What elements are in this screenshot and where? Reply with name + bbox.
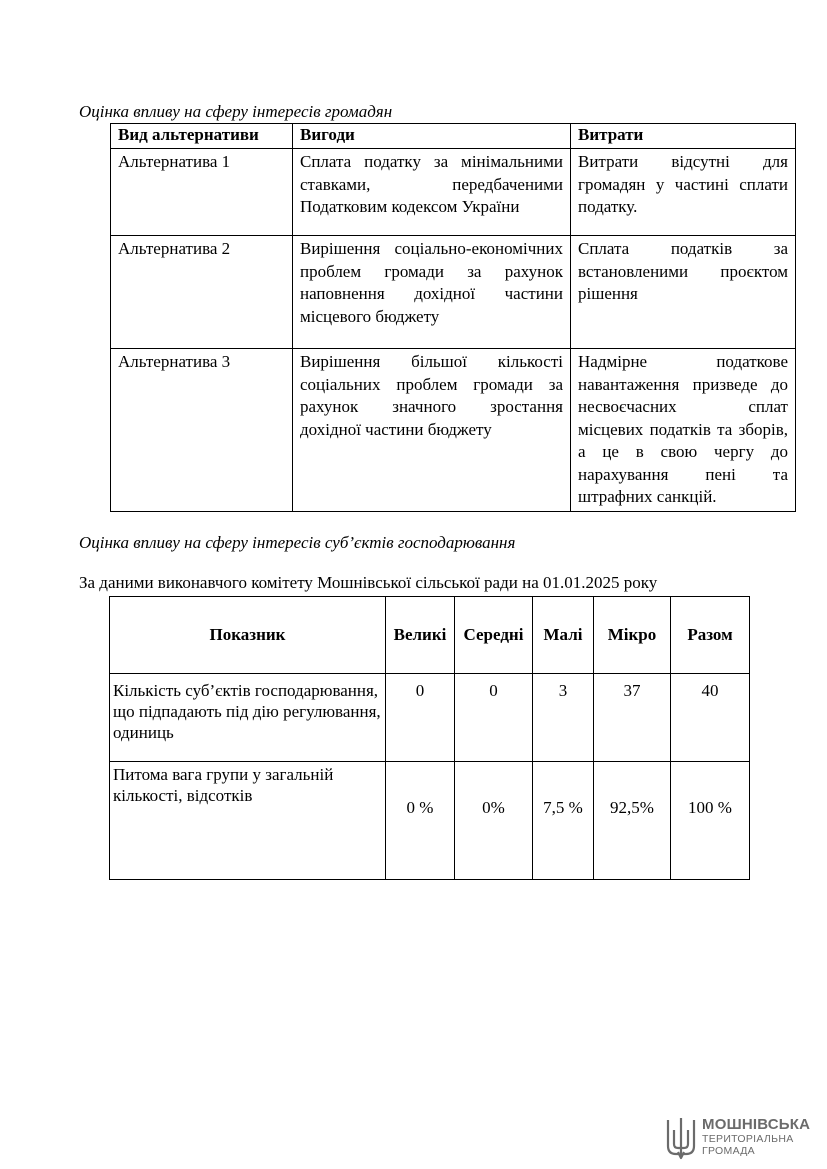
table-header-row	[110, 597, 750, 674]
logo-title: МОШНІВСЬКА	[702, 1116, 811, 1133]
value-cell: 0%	[455, 762, 533, 880]
indicator-cell: Кількість суб’єктів господарювання, що підпадають під дію регулювання, одиниць	[110, 674, 386, 762]
citizens-impact-table	[110, 123, 796, 512]
table-row	[111, 236, 796, 349]
benefit-cell: Вирішення більшої кількості соціальних проблем громади за рахунок значного зростання дохідної частини бюджету	[293, 349, 571, 512]
value-cell: 0	[455, 674, 533, 762]
indicator-cell: Питома вага групи у загальній кількості, відсотків	[110, 762, 386, 880]
column-header: Великі	[386, 597, 455, 674]
data-source-note: За даними виконавчого комітету Мошнівської сільської ради на 01.01.2025 року	[79, 573, 658, 592]
column-header: Мікро	[594, 597, 671, 674]
table-row	[110, 762, 750, 880]
business-subjects-table	[109, 596, 750, 880]
column-header: Середні	[455, 597, 533, 674]
cost-cell: Надмірне податкове навантаження призведе до несвоєчасних сплат місцевих податків та зборів, а це в свою чергу до нарахування пені та штрафних санкцій.	[571, 349, 796, 512]
value-cell: 0 %	[386, 762, 455, 880]
table-header-row	[111, 124, 796, 149]
column-header: Вигоди	[293, 124, 571, 149]
benefit-cell: Вирішення соціально-економічних проблем громади за рахунок наповнення дохідної частини місцевого бюджету	[293, 236, 571, 349]
table-row	[111, 149, 796, 236]
value-cell: 0	[386, 674, 455, 762]
trident-icon	[666, 1116, 696, 1160]
column-header: Вид альтернативи	[111, 124, 293, 149]
cost-cell: Сплата податків за встановленими проєктом рішення	[571, 236, 796, 349]
table-row	[110, 674, 750, 762]
alternative-cell: Альтернатива 3	[111, 349, 293, 512]
value-cell: 3	[533, 674, 594, 762]
community-logo	[666, 1116, 816, 1162]
column-header: Разом	[671, 597, 750, 674]
logo-subtitle: ТЕРИТОРІАЛЬНА	[702, 1133, 794, 1145]
cost-cell: Витрати відсутні для громадян у частині сплати податку.	[571, 149, 796, 236]
alternative-cell: Альтернатива 2	[111, 236, 293, 349]
value-cell: 100 %	[671, 762, 750, 880]
benefit-cell: Сплата податку за мінімальними ставками, передбаченими Податковим кодексом України	[293, 149, 571, 236]
column-header: Малі	[533, 597, 594, 674]
table-row	[111, 349, 796, 512]
value-cell: 40	[671, 674, 750, 762]
value-cell: 92,5%	[594, 762, 671, 880]
section-heading-citizens: Оцінка впливу на сферу інтересів громадян	[79, 102, 393, 121]
value-cell: 7,5 %	[533, 762, 594, 880]
value-cell: 37	[594, 674, 671, 762]
column-header: Показник	[110, 597, 386, 674]
section-heading-businesses: Оцінка впливу на сферу інтересів суб’єктів господарювання	[79, 533, 516, 552]
column-header: Витрати	[571, 124, 796, 149]
logo-subtitle: ГРОМАДА	[702, 1145, 755, 1157]
alternative-cell: Альтернатива 1	[111, 149, 293, 236]
